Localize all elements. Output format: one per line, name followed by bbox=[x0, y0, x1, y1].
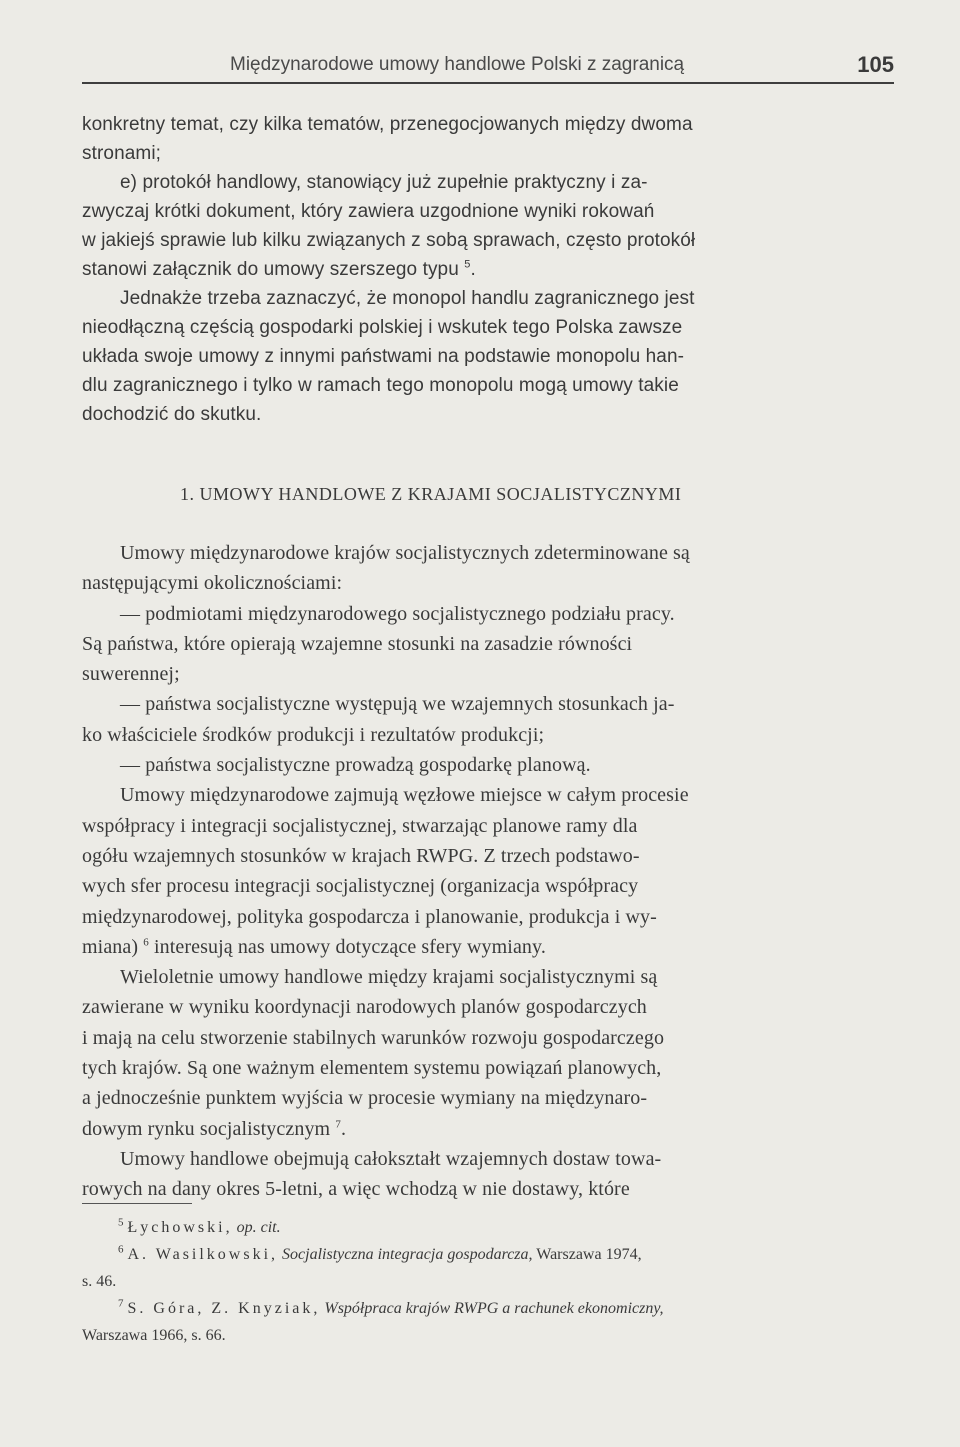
text-line-with-ref bbox=[82, 932, 892, 962]
footnotes bbox=[82, 1214, 892, 1349]
text-line: ogółu wzajemnych stosunków w krajach RWPG. Z trzech podstawo- bbox=[82, 844, 640, 867]
footnote-author: A. Wasilkowski, bbox=[127, 1246, 279, 1263]
text-line: — państwa socjalistyczne występują we wzajemnych stosunkach ja- bbox=[120, 693, 675, 716]
section-heading: 1. UMOWY HANDLOWE Z KRAJAMI SOCJALISTYCZNYMI bbox=[180, 484, 682, 504]
text-line: dochodzić do skutku. bbox=[82, 404, 262, 425]
footnote-5 bbox=[82, 1214, 892, 1241]
text-segment: miana) bbox=[82, 935, 139, 958]
text-line: tych krajów. Są one ważnym elementem systemu powiązań planowych, bbox=[82, 1057, 662, 1080]
text-segment: stanowi załącznik do umowy szerszego typu bbox=[82, 259, 459, 280]
footnote-place: Warszawa 1974, bbox=[536, 1246, 642, 1263]
text-line: zawierane w wyniku koordynacji narodowych planów gospodarczych bbox=[82, 996, 647, 1019]
text-line: stronami; bbox=[82, 143, 162, 164]
text-line: Umowy handlowe obejmują całokształt wzajemnych dostaw towa- bbox=[120, 1147, 662, 1170]
text-line: a jednocześnie punktem wyjścia w procesie wymiany na międzynaro- bbox=[82, 1087, 648, 1110]
footnote-ref-6: 6 bbox=[143, 936, 149, 949]
footnote-author: S. Góra, Z. Knyziak, bbox=[127, 1300, 321, 1317]
text-line: Wieloletnie umowy handlowe między krajami socjalistycznymi są bbox=[120, 966, 658, 989]
text-segment: interesują nas umowy dotyczące sfery wymiany. bbox=[153, 935, 546, 958]
footnote-separator bbox=[82, 1203, 192, 1204]
text-line-with-ref: stanowi załącznik do umowy szerszego typu $^5$. bbox=[82, 258, 476, 280]
text-line: następującymi okolicznościami: bbox=[82, 572, 343, 595]
footnote-ref-7: 7 bbox=[335, 1117, 341, 1130]
text-line: nieodłączną częścią gospodarki polskiej i wskutek tego Polska zawsze bbox=[82, 317, 683, 338]
running-title: Międzynarodowe umowy handlowe Polski z zagranicą bbox=[230, 54, 685, 75]
footnote-ref-5: 5 bbox=[464, 258, 471, 271]
text-line: Umowy międzynarodowe zajmują węzłowe miejsce w całym procesie bbox=[120, 784, 689, 807]
text-line: konkretny temat, czy kilka tematów, przenegocjowanych między dwoma bbox=[82, 114, 693, 135]
footnote-author: Łychowski, bbox=[127, 1219, 233, 1236]
text-line: Umowy międzynarodowe krajów socjalistycznych zdeterminowane są bbox=[120, 542, 690, 564]
text-line: Jednakże trzeba zaznaczyć, że monopol handlu zagranicznego jest bbox=[120, 288, 695, 309]
text-line: układa swoje umowy z innymi państwami na podstawie monopolu han- bbox=[82, 346, 685, 367]
paragraph-block-2 bbox=[82, 538, 892, 1205]
footnote-title: Socjalistyczna integracja gospodarcza, bbox=[282, 1246, 533, 1263]
section bbox=[180, 484, 800, 505]
text-line: zwyczaj krótki dokument, który zawiera uzgodnione wyniki rokowań bbox=[82, 201, 655, 222]
footnote-number: 5 bbox=[118, 1216, 124, 1229]
text-line: suwerennej; bbox=[82, 663, 180, 686]
text-line: współpracy i integracji socjalistycznej, stwarzając planowe ramy dla bbox=[82, 814, 638, 837]
footnote-title: Współpraca krajów RWPG a rachunek ekonomiczny, bbox=[324, 1300, 664, 1317]
footnote-7 bbox=[82, 1295, 892, 1322]
text-line: międzynarodowej, polityka gospodarcza i planowanie, produkcja i wy- bbox=[82, 905, 657, 928]
footnote-work: op. cit. bbox=[236, 1219, 281, 1236]
text-line: e) protokół handlowy, stanowiący już zupełnie praktyczny i za- bbox=[120, 172, 648, 193]
text-line: rowych na dany okres 5-letni, a więc wchodzą w nie dostawy, które bbox=[82, 1178, 630, 1201]
page-header bbox=[82, 52, 894, 84]
paragraph-block-1 bbox=[82, 110, 892, 429]
text-line: — podmiotami międzynarodowego socjalistycznego podziału pracy. bbox=[120, 602, 675, 625]
text-line-with-ref: dowym rynku socjalistycznym $^7$. bbox=[82, 1117, 347, 1140]
footnote-6-continued: s. 46. bbox=[82, 1273, 117, 1290]
footnote-7-continued: Warszawa 1966, s. 66. bbox=[82, 1327, 226, 1344]
text-line: i mają na celu stworzenie stabilnych warunków rozwoju gospodarczego bbox=[82, 1026, 665, 1049]
footnote-number: 6 bbox=[118, 1243, 124, 1256]
text-line: — państwa socjalistyczne prowadzą gospodarkę planową. bbox=[120, 754, 591, 777]
text-segment: dowym rynku socjalistycznym bbox=[82, 1117, 331, 1140]
footnote-number: 7 bbox=[118, 1297, 124, 1310]
footnote-6 bbox=[82, 1241, 892, 1268]
page-number: 105 bbox=[857, 52, 894, 77]
text-line: dlu zagranicznego i tylko w ramach tego monopolu mogą umowy takie bbox=[82, 375, 679, 396]
text-line: Są państwa, które opierają wzajemne stosunki na zasadzie równości bbox=[82, 632, 633, 655]
text-line: w jakiejś sprawie lub kilku związanych z sobą sprawach, często protokół bbox=[82, 230, 696, 251]
text-line: ko właściciele środków produkcji i rezultatów produkcji; bbox=[82, 723, 545, 746]
text-line: wych sfer procesu integracji socjalistycznej (organizacja współpracy bbox=[82, 875, 639, 898]
